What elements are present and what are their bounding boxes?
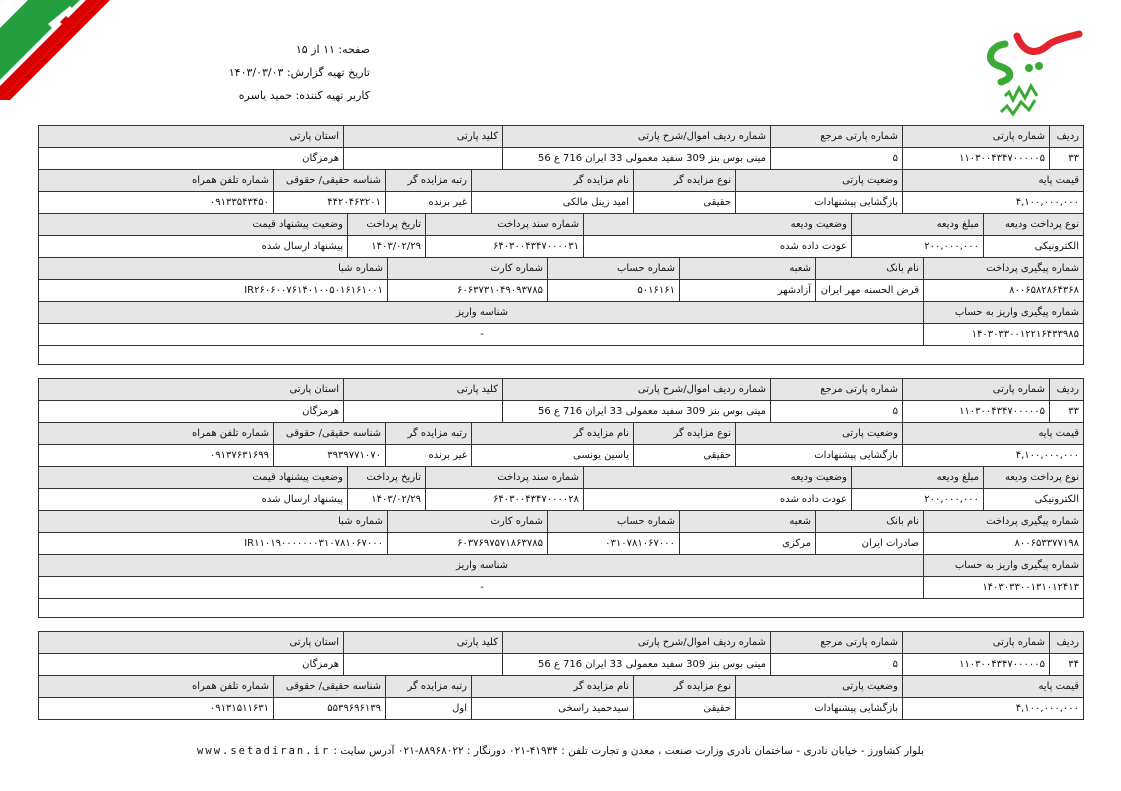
- label-account-no: شماره حساب: [547, 511, 679, 532]
- label-province: استان پارتی: [289, 384, 339, 395]
- label-bank-name: نام بانک: [815, 258, 923, 279]
- label-party-status: وضعیت پارتی: [735, 676, 902, 697]
- label-mobile: شماره تلفن همراه: [192, 175, 269, 186]
- party-key: [343, 654, 502, 675]
- label-deposit-status: وضعیت ودیعه: [583, 467, 851, 488]
- deposit-pay-type: الکترونیکی: [983, 489, 1083, 510]
- label-sheba: شماره شبا: [338, 516, 383, 527]
- bidder-rank: غیر برنده: [385, 445, 471, 466]
- row-no: ۳۳: [1049, 401, 1083, 422]
- bidder-rank: اول: [385, 698, 471, 719]
- card-no: ۶۰۶۳۷۳۱۰۴۹۰۹۳۷۸۵: [387, 280, 547, 301]
- label-deposit-pay-type: نوع پرداخت ودیعه: [983, 214, 1083, 235]
- mobile: ۰۹۱۳۱۵۱۱۶۳۱: [209, 703, 269, 714]
- label-deposit-status: وضعیت ودیعه: [583, 214, 851, 235]
- label-payment-doc-no: شماره سند پرداخت: [425, 214, 583, 235]
- deposit-pay-type: الکترونیکی: [983, 236, 1083, 257]
- label-base-price: قیمت پایه: [902, 423, 1083, 444]
- bidder-name: یاسین یونسی: [471, 445, 633, 466]
- branch: مرکزی: [679, 533, 815, 554]
- label-account-no: شماره حساب: [547, 258, 679, 279]
- party-key: [343, 148, 502, 169]
- party-record: [38, 125, 1084, 365]
- offer-status: پیشنهاد ارسال شده: [261, 241, 343, 252]
- deposit-id: -: [480, 582, 484, 593]
- province: هرمزگان: [302, 153, 339, 164]
- label-item-desc: شماره ردیف اموال/شرح پارتی: [502, 126, 770, 147]
- base-price: ۴,۱۰۰,۰۰۰,۰۰۰: [902, 192, 1083, 213]
- bidder-rank: غیر برنده: [385, 192, 471, 213]
- footer-website-link[interactable]: www.setadiran.ir: [197, 745, 331, 757]
- setad-logo: [975, 16, 1085, 126]
- row-no: ۳۴: [1049, 654, 1083, 675]
- party-no: ۱۱۰۳۰۰۴۳۴۷۰۰۰۰۰۵: [902, 401, 1049, 422]
- national-id: ۴۴۲۰۴۶۳۲۰۱: [273, 192, 385, 213]
- label-bidder-type: نوع مزایده گر: [633, 676, 735, 697]
- label-party-no: شماره پارتی: [902, 126, 1049, 147]
- label-payment-date: تاریخ پرداخت: [347, 214, 425, 235]
- label-national-id: شناسه حقیقی/ حقوقی: [273, 170, 385, 191]
- label-deposit-pay-type: نوع پرداخت ودیعه: [983, 467, 1083, 488]
- deposit-status: عودت داده شده: [583, 489, 851, 510]
- label-national-id: شناسه حقیقی/ حقوقی: [273, 423, 385, 444]
- party-status: بازگشایی پیشنهادات: [735, 445, 902, 466]
- label-mobile: شماره تلفن همراه: [192, 681, 269, 692]
- item-desc: مینی بوس بنز 309 سفید معمولی 33 ایران 716 ع 56: [502, 401, 770, 422]
- label-offer-status: وضعیت پیشنهاد قیمت: [252, 219, 343, 230]
- payment-date: ۱۴۰۳/۰۲/۲۹: [347, 489, 425, 510]
- party-record: [38, 378, 1084, 618]
- label-branch: شعبه: [679, 511, 815, 532]
- label-base-price: قیمت پایه: [902, 676, 1083, 697]
- label-deposit-tracking: شماره پیگیری واریز به حساب: [923, 555, 1083, 576]
- bidder-name: سیدحمید راسخی: [471, 698, 633, 719]
- label-card-no: شماره کارت: [387, 258, 547, 279]
- page-footer: [0, 745, 1121, 757]
- national-id: ۵۵۳۹۶۹۶۱۳۹: [273, 698, 385, 719]
- bidder-type: حقیقی: [633, 698, 735, 719]
- label-bidder-name: نام مزایده گر: [471, 676, 633, 697]
- branch: آزادشهر: [679, 280, 815, 301]
- label-province: استان پارتی: [289, 131, 339, 142]
- label-item-desc: شماره ردیف اموال/شرح پارتی: [502, 379, 770, 400]
- tracking-no: ۸۰۰۶۵۳۳۷۷۱۹۸: [923, 533, 1083, 554]
- card-no: ۶۰۳۷۶۹۷۵۷۱۸۶۳۷۸۵: [387, 533, 547, 554]
- province: هرمزگان: [302, 406, 339, 417]
- tracking-no: ۸۰۰۶۵۸۲۸۶۴۳۶۸: [923, 280, 1083, 301]
- deposit-tracking: ۱۴۰۳۰۳۳۰۰۱۲۲۱۶۴۳۳۹۸۵: [923, 324, 1083, 345]
- label-party-status: وضعیت پارتی: [735, 170, 902, 191]
- label-deposit-id: شناسه واریز: [455, 307, 509, 318]
- row-no: ۳۳: [1049, 148, 1083, 169]
- label-national-id: شناسه حقیقی/ حقوقی: [273, 676, 385, 697]
- label-bidder-type: نوع مزایده گر: [633, 170, 735, 191]
- bidder-name: امید زینل مالکی: [471, 192, 633, 213]
- label-sheba: شماره شبا: [338, 263, 383, 274]
- empty-row: [41, 599, 1083, 617]
- label-deposit-amount: مبلغ ودیعه: [851, 467, 983, 488]
- label-party-status: وضعیت پارتی: [735, 423, 902, 444]
- label-tracking-no: شماره پیگیری پرداخت: [923, 511, 1083, 532]
- label-deposit-id: شناسه واریز: [455, 560, 509, 571]
- province: هرمزگان: [302, 659, 339, 670]
- payment-doc-no: ۶۴۰۳۰۰۴۳۴۷۰۰۰۰۲۸: [425, 489, 583, 510]
- label-tracking-no: شماره پیگیری پرداخت: [923, 258, 1083, 279]
- item-desc: مینی بوس بنز 309 سفید معمولی 33 ایران 716 ع 56: [502, 148, 770, 169]
- deposit-tracking: ۱۴۰۳۰۳۳۰۰۱۳۱۰۱۲۴۱۳: [923, 577, 1083, 598]
- footer-address: بلوار کشاورز - خیابان نادری - ساختمان نادری وزارت صنعت ، معدن و تجارت تلفن : ۴۱۹۳۴-۰۲۱ دورنگار : ۸۸۹۶۸۰۲۲-۰۲۱ آدرس سایت :: [333, 745, 924, 757]
- party-record: [38, 631, 1084, 720]
- label-bidder-rank: رتبه مزایده گر: [385, 170, 471, 191]
- iran-flag-ribbon: [0, 0, 110, 100]
- label-bidder-rank: رتبه مزایده گر: [385, 676, 471, 697]
- label-card-no: شماره کارت: [387, 511, 547, 532]
- label-deposit-tracking: شماره پیگیری واریز به حساب: [923, 302, 1083, 323]
- label-row-no: ردیف: [1049, 632, 1083, 653]
- label-payment-date: تاریخ پرداخت: [347, 467, 425, 488]
- label-offer-status: وضعیت پیشنهاد قیمت: [252, 472, 343, 483]
- empty-row: [41, 346, 1083, 364]
- label-ref-party-no: شماره پارتی مرجع: [770, 379, 902, 400]
- label-party-key: کلید پارتی: [343, 126, 502, 147]
- report-user: کاربر تهیه کننده: حمید یاسره: [238, 89, 370, 102]
- party-no: ۱۱۰۳۰۰۴۳۴۷۰۰۰۰۰۵: [902, 654, 1049, 675]
- label-bidder-name: نام مزایده گر: [471, 423, 633, 444]
- account-no: ۵۰۱۶۱۶۱: [547, 280, 679, 301]
- label-payment-doc-no: شماره سند پرداخت: [425, 467, 583, 488]
- base-price: ۴,۱۰۰,۰۰۰,۰۰۰: [902, 445, 1083, 466]
- label-bank-name: نام بانک: [815, 511, 923, 532]
- bank-name: قرض الحسنه مهر ایران: [815, 280, 923, 301]
- item-desc: مینی بوس بنز 309 سفید معمولی 33 ایران 716 ع 56: [502, 654, 770, 675]
- national-id: ۳۹۳۹۷۷۱۰۷۰: [273, 445, 385, 466]
- sheba: IR۲۶۰۶۰۰۷۶۱۴۰۱۰۰۵۰۱۶۱۶۱۰۰۱: [244, 285, 383, 296]
- mobile: ۰۹۱۳۷۶۳۱۶۹۹: [209, 450, 269, 461]
- payment-date: ۱۴۰۳/۰۲/۲۹: [347, 236, 425, 257]
- offer-status: پیشنهاد ارسال شده: [261, 494, 343, 505]
- deposit-status: عودت داده شده: [583, 236, 851, 257]
- base-price: ۴,۱۰۰,۰۰۰,۰۰۰: [902, 698, 1083, 719]
- ref-party-no: ۵: [770, 401, 902, 422]
- party-status: بازگشایی پیشنهادات: [735, 698, 902, 719]
- ref-party-no: ۵: [770, 654, 902, 675]
- label-ref-party-no: شماره پارتی مرجع: [770, 632, 902, 653]
- label-row-no: ردیف: [1049, 126, 1083, 147]
- label-deposit-amount: مبلغ ودیعه: [851, 214, 983, 235]
- party-no: ۱۱۰۳۰۰۴۳۴۷۰۰۰۰۰۵: [902, 148, 1049, 169]
- page-number: صفحه: ۱۱ از ۱۵: [295, 43, 370, 56]
- label-province: استان پارتی: [289, 637, 339, 648]
- report-header-info: [210, 38, 370, 107]
- label-bidder-rank: رتبه مزایده گر: [385, 423, 471, 444]
- label-item-desc: شماره ردیف اموال/شرح پارتی: [502, 632, 770, 653]
- deposit-amount: ۲۰۰,۰۰۰,۰۰۰: [851, 236, 983, 257]
- ref-party-no: ۵: [770, 148, 902, 169]
- party-key: [343, 401, 502, 422]
- mobile: ۰۹۱۳۳۵۴۳۴۵۰: [209, 197, 269, 208]
- label-base-price: قیمت پایه: [902, 170, 1083, 191]
- label-party-key: کلید پارتی: [343, 379, 502, 400]
- payment-doc-no: ۶۴۰۳۰۰۴۳۴۷۰۰۰۰۳۱: [425, 236, 583, 257]
- deposit-amount: ۲۰۰,۰۰۰,۰۰۰: [851, 489, 983, 510]
- account-no: ۰۳۱۰۷۸۱۰۶۷۰۰۰: [547, 533, 679, 554]
- label-party-no: شماره پارتی: [902, 632, 1049, 653]
- report-date: تاریخ تهیه گزارش: ۱۴۰۳/۰۳/۰۳: [228, 66, 370, 79]
- label-party-key: کلید پارتی: [343, 632, 502, 653]
- label-row-no: ردیف: [1049, 379, 1083, 400]
- label-party-no: شماره پارتی: [902, 379, 1049, 400]
- bank-name: صادرات ایران: [815, 533, 923, 554]
- label-branch: شعبه: [679, 258, 815, 279]
- label-bidder-name: نام مزایده گر: [471, 170, 633, 191]
- label-bidder-type: نوع مزایده گر: [633, 423, 735, 444]
- sheba: IR۱۱۰۱۹۰۰۰۰۰۰۰۳۱۰۷۸۱۰۶۷۰۰۰: [244, 538, 383, 549]
- party-status: بازگشایی پیشنهادات: [735, 192, 902, 213]
- label-mobile: شماره تلفن همراه: [192, 428, 269, 439]
- bidder-type: حقیقی: [633, 192, 735, 213]
- label-ref-party-no: شماره پارتی مرجع: [770, 126, 902, 147]
- deposit-id: -: [480, 329, 484, 340]
- bidder-type: حقیقی: [633, 445, 735, 466]
